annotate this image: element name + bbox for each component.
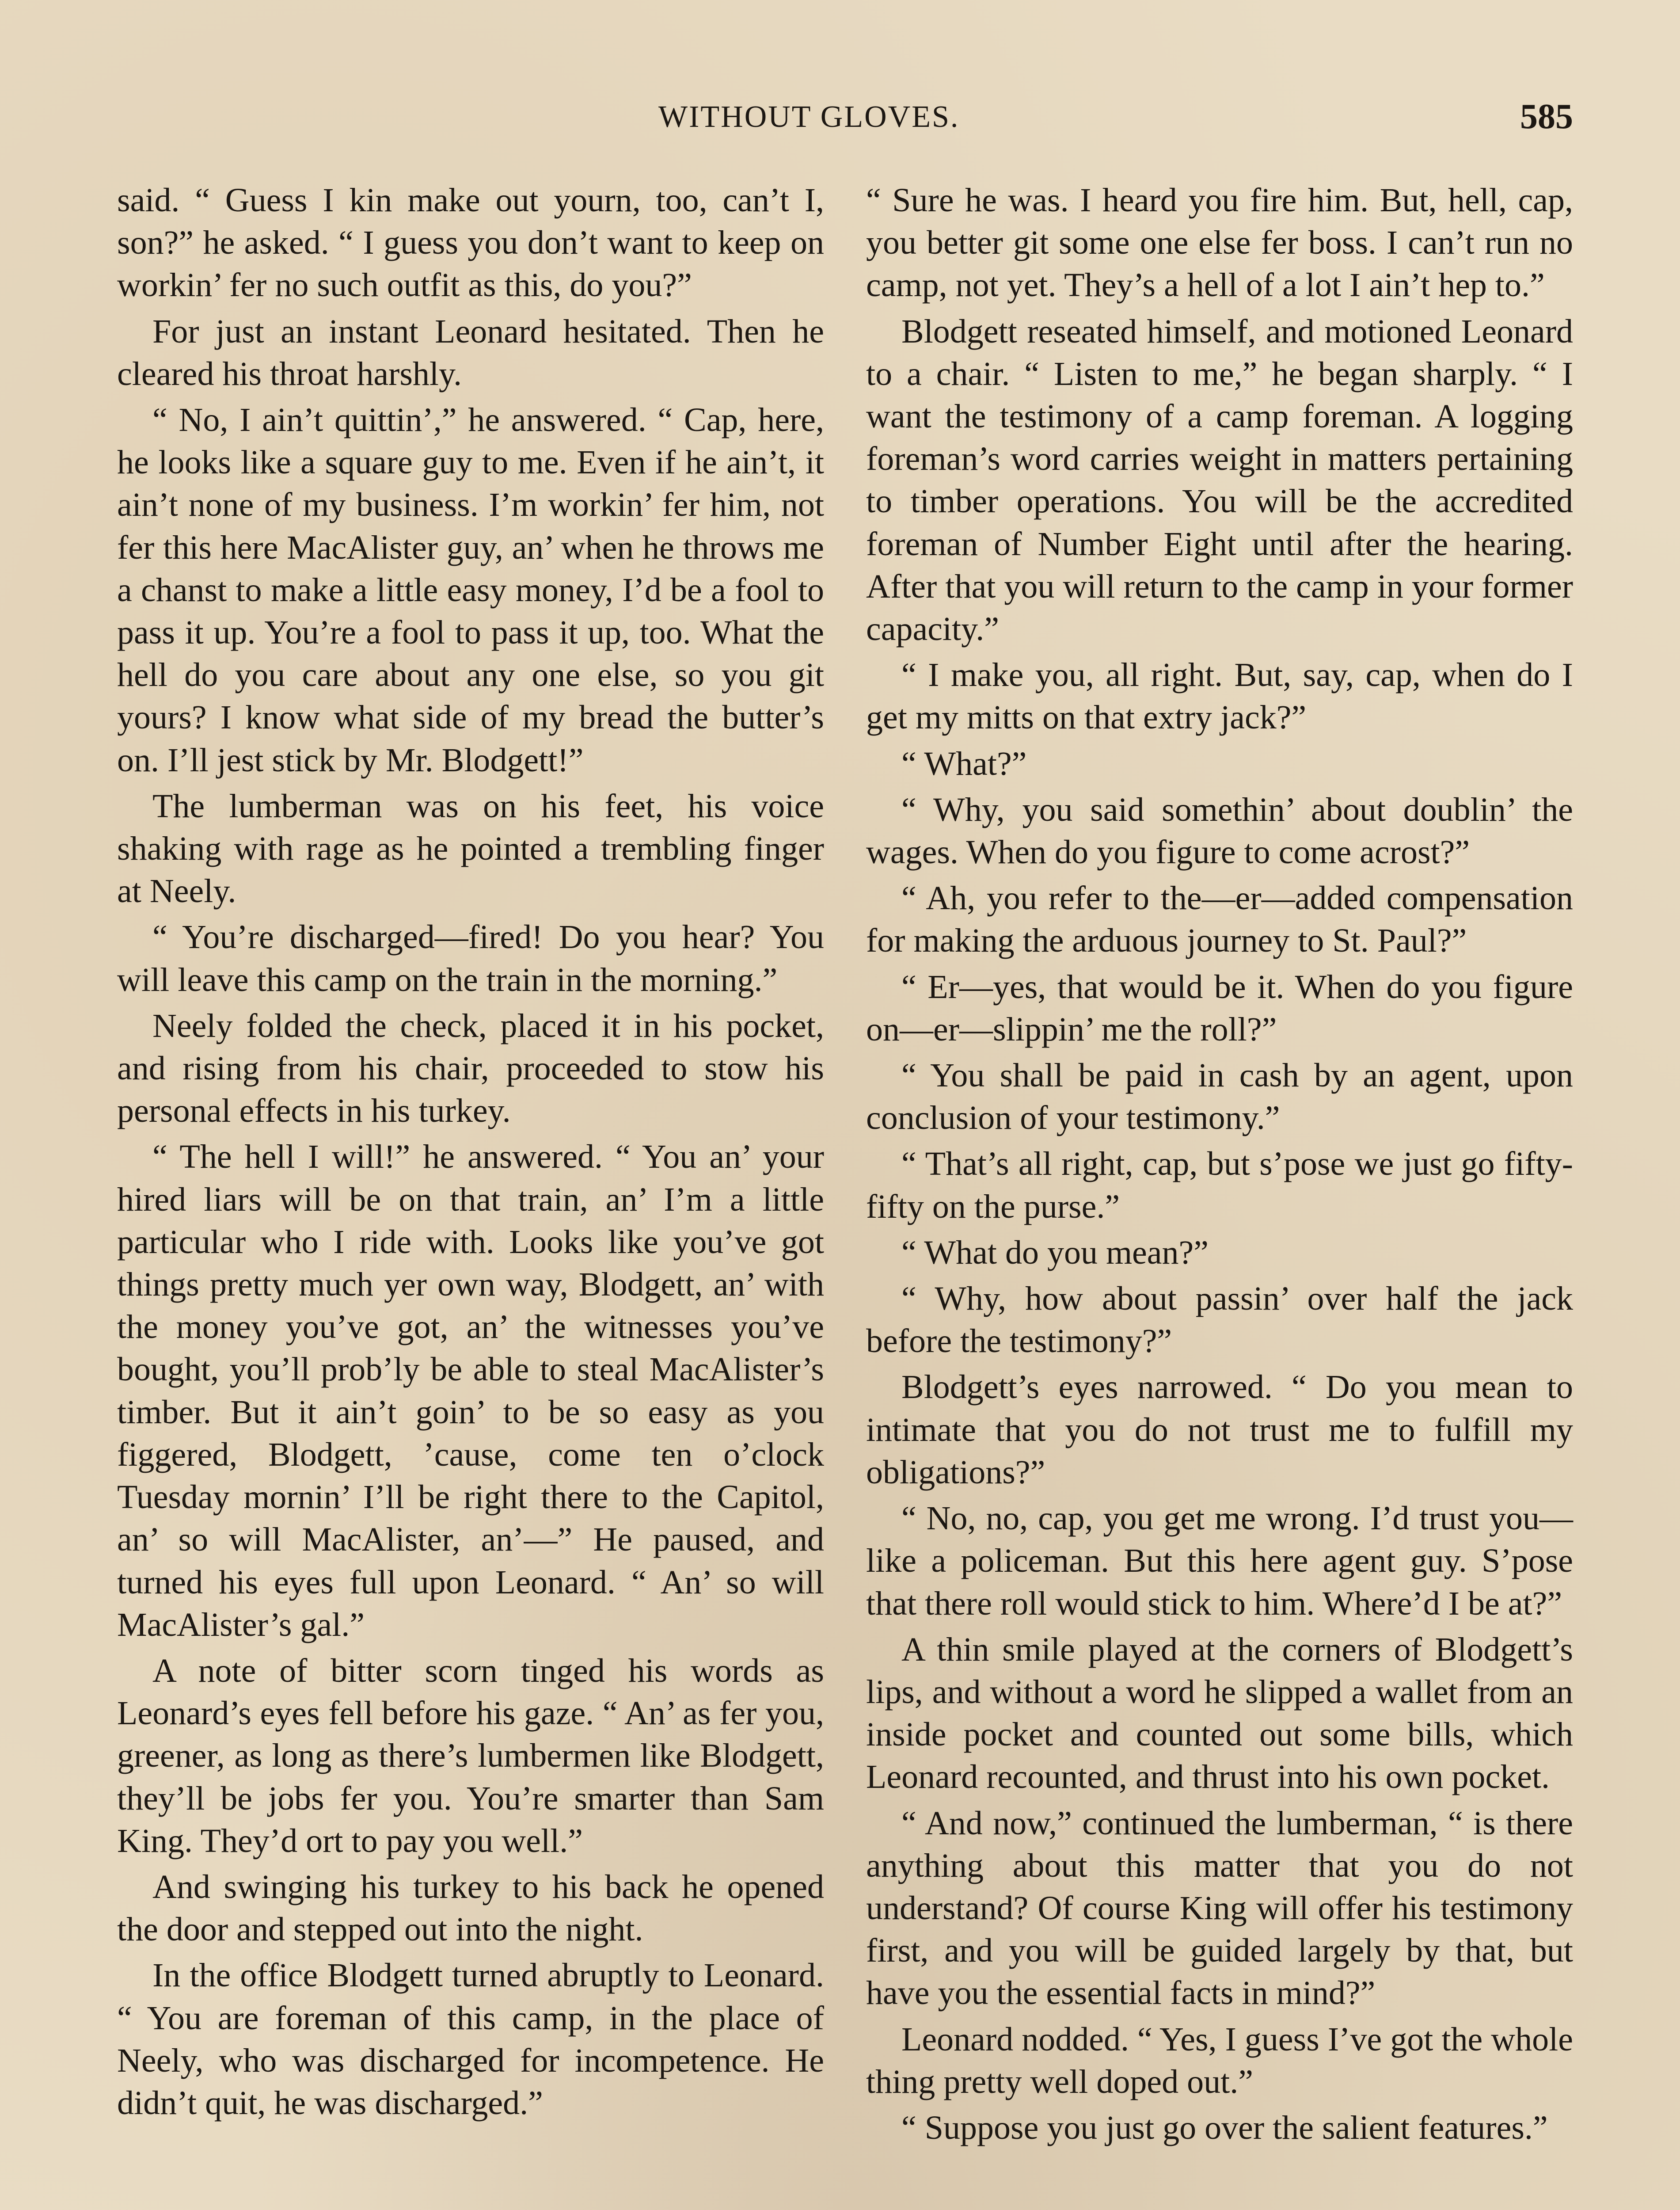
paragraph: “ I make you, all right. But, say, cap, when do I get my mitts on that extry jack?”	[866, 656, 1573, 736]
paragraph: Blodgett reseated himself, and motioned Leonard to a chair. “ Listen to me,” he began sharply. “ I want the testimony of a camp foreman. A logging foreman’s word carries weight in matters pertaining to timber operations. You will be the accredited foreman of Number Eight until after the hearing. After that you will return to the camp in your former capacity.”	[866, 312, 1573, 648]
paragraph: “ What?”	[901, 745, 1027, 782]
paragraph: In the office Blodgett turned abruptly to Leonard. “ You are foreman of this camp, in the place of Neely, who was discharged for incompetence. He didn’t quit, he was discharged.”	[117, 1957, 824, 2122]
paragraph: “ Why, how about passin’ over half the jack before the testimony?”	[866, 1280, 1573, 1360]
paragraph: “ Why, you said somethin’ about doublin’ the wages. When do you figure to come acrost?”	[866, 791, 1573, 871]
paragraph: “ Suppose you just go over the salient features.”	[901, 2109, 1548, 2146]
right-text-column	[866, 179, 1573, 2153]
paragraph: Leonard nodded. “ Yes, I guess I’ve got the whole thing pretty well doped out.”	[866, 2020, 1573, 2100]
paragraph: “ No, no, cap, you get me wrong. I’d trust you—like a policeman. But this here agent guy. S’pose that there roll would stick to him. Where’d I be at?”	[866, 1500, 1573, 1622]
paragraph: A thin smile played at the corners of Blodgett’s lips, and without a word he slipped a wallet from an inside pocket and counted out some bills, which Leonard recounted, and thrust into his own pocket.	[866, 1631, 1573, 1796]
page-header	[115, 99, 1573, 148]
paragraph: “ You shall be paid in cash by an agent, upon conclusion of your testimony.”	[866, 1057, 1573, 1137]
paragraph: For just an instant Leonard hesitated. Then he cleared his throat harshly.	[117, 312, 824, 392]
paragraph: “ And now,” continued the lumberman, “ is there anything about this matter that you do not understand? Of course King will offer his testimony first, and you will be guided largely by that, but have you the essential facts in mind?”	[866, 1804, 1573, 2012]
paragraph: “ Ah, you refer to the—er—added compensation for making the arduous journey to St. Paul?”	[866, 880, 1573, 960]
paragraph: “ Sure he was. I heard you fire him. But, hell, cap, you better git some one else fer boss. I can’t run no camp, not yet. They’s a hell of a lot I ain’t hep to.”	[866, 182, 1573, 304]
left-text-column	[117, 179, 824, 2128]
paragraph: Neely folded the check, placed it in his pocket, and rising from his chair, proceeded to stow his personal effects in his turkey.	[117, 1007, 824, 1130]
paragraph: “ You’re discharged—fired! Do you hear? You will leave this camp on the train in the morning.”	[117, 918, 824, 998]
paragraph: said. “ Guess I kin make out yourn, too, can’t I, son?” he asked. “ I guess you don’t want to keep on workin’ fer no such outfit as this, do you?”	[117, 182, 824, 304]
paragraph: “ What do you mean?”	[901, 1234, 1209, 1271]
paragraph: The lumberman was on his feet, his voice shaking with rage as he pointed a trembling finger at Neely.	[117, 787, 824, 910]
paragraph: “ No, I ain’t quittin’,” he answered. “ Cap, here, he looks like a square guy to me. Even if he ain’t, it ain’t none of my business. I’m workin’ fer him, not fer this here MacAlister guy, an’ when he throws me a chanst to make a little easy money, I’d be a fool to pass it up. You’re a fool to pass it up, too. What the hell do you care about any one else, so you git yours? I know what side of my bread the butter’s on. I’ll jest stick by Mr. Blodgett!”	[117, 401, 824, 779]
paragraph: “ Er—yes, that would be it. When do you figure on—er—slippin’ me the roll?”	[866, 968, 1573, 1048]
paragraph: “ The hell I will!” he answered. “ You an’ your hired liars will be on that train, an’ I’m a little particular who I ride with. Looks like you’ve got things pretty much yer own way, Blodgett, an’ with the money you’ve got, an’ the witnesses you’ve bought, you’ll prob’ly be able to steal MacAlister’s timber. But it ain’t goin’ to be so easy as you figgered, Blodgett, ’cause, come ten o’clock Tuesday mornin’ I’ll be right there to the Capitol, an’ so will MacAlister, an’—” He paused, and turned his eyes full upon Leonard. “ An’ so will MacAlister’s gal.”	[117, 1138, 824, 1643]
paragraph: A note of bitter scorn tinged his words as Leonard’s eyes fell before his gaze. “ An’ as fer you, greener, as long as there’s lumbermen like Blodgett, they’ll be jobs fer you. You’re smarter than Sam King. They’d ort to pay you well.”	[117, 1652, 824, 1859]
paragraph: And swinging his turkey to his back he opened the door and stepped out into the night.	[117, 1868, 824, 1948]
paragraph: “ That’s all right, cap, but s’pose we just go fifty-fifty on the purse.”	[866, 1145, 1573, 1225]
paragraph: Blodgett’s eyes narrowed. “ Do you mean to intimate that you do not trust me to fulfill my obligations?”	[866, 1368, 1573, 1491]
page-number: 585	[1520, 97, 1573, 136]
running-title: WITHOUT GLOVES.	[658, 100, 960, 134]
